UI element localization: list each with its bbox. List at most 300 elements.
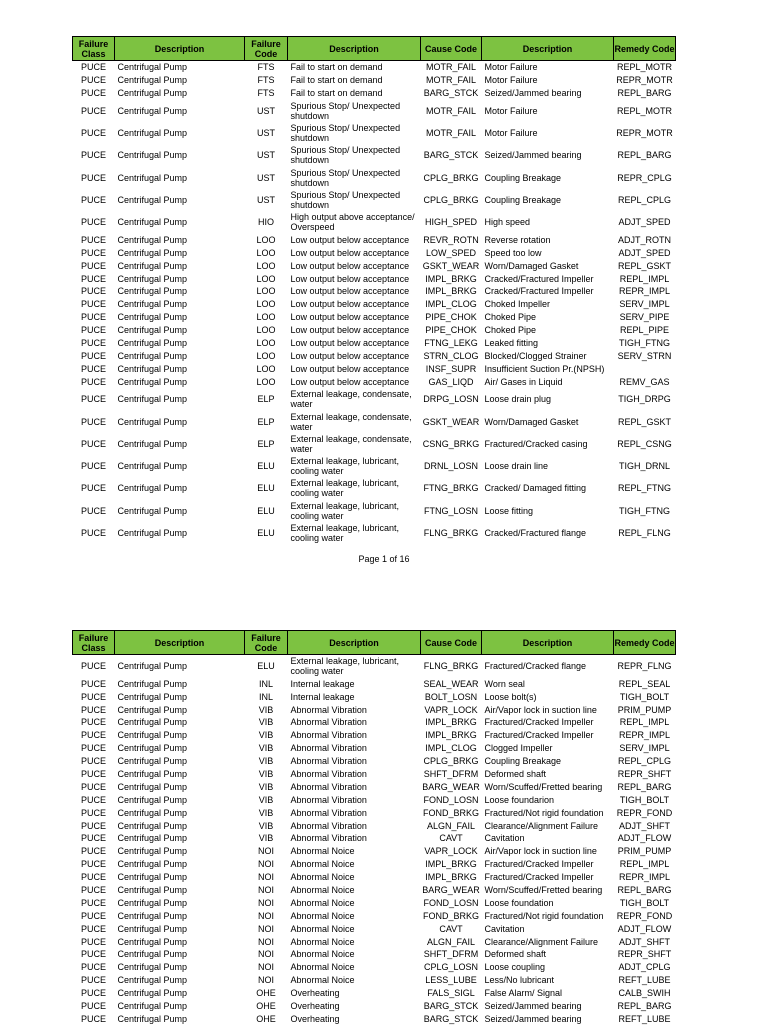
cause-description-cell: Fractured/Not rigid foundation bbox=[482, 909, 614, 922]
table-row bbox=[73, 211, 676, 233]
remedy-code-cell: ADJT_CPLG bbox=[614, 961, 676, 974]
remedy-code-cell: REPL_BARG bbox=[614, 884, 676, 897]
remedy-code-cell: REPR_IMPL bbox=[614, 285, 676, 298]
header-row bbox=[73, 631, 676, 655]
table-row bbox=[73, 845, 676, 858]
equipment-description-cell: Centrifugal Pump bbox=[115, 272, 245, 285]
failure-code-cell: LOO bbox=[245, 337, 288, 350]
equipment-description-cell: Centrifugal Pump bbox=[115, 455, 245, 477]
remedy-code-cell: REPL_CPLG bbox=[614, 189, 676, 211]
failure-code-cell: ELU bbox=[245, 477, 288, 499]
cause-description-cell: Clogged Impeller bbox=[482, 742, 614, 755]
remedy-code-cell: ADJT_FLOW bbox=[614, 832, 676, 845]
failure-class-cell: PUCE bbox=[73, 793, 115, 806]
failure-description-cell: Spurious Stop/ Unexpected shutdown bbox=[288, 189, 421, 211]
equipment-description-cell: Centrifugal Pump bbox=[115, 61, 245, 74]
cause-description-cell: Clearance/Alignment Failure bbox=[482, 819, 614, 832]
equipment-description-cell: Centrifugal Pump bbox=[115, 961, 245, 974]
failure-class-cell: PUCE bbox=[73, 961, 115, 974]
failure-code-cell: ELP bbox=[245, 410, 288, 432]
failure-description-cell: Spurious Stop/ Unexpected shutdown bbox=[288, 144, 421, 166]
failure-class-cell: PUCE bbox=[73, 655, 115, 678]
failure-class-cell: PUCE bbox=[73, 362, 115, 375]
failure-class-cell: PUCE bbox=[73, 832, 115, 845]
failure-description-cell: Fail to start on demand bbox=[288, 74, 421, 87]
failure-description-cell: Abnormal Noice bbox=[288, 948, 421, 961]
equipment-description-cell: Centrifugal Pump bbox=[115, 987, 245, 1000]
failure-description-cell: External leakage, condensate, water bbox=[288, 410, 421, 432]
equipment-description-cell: Centrifugal Pump bbox=[115, 189, 245, 211]
remedy-code-cell: REPR_IMPL bbox=[614, 871, 676, 884]
failure-class-cell: PUCE bbox=[73, 768, 115, 781]
remedy-code-cell: PRIM_PUMP bbox=[614, 845, 676, 858]
table-row bbox=[73, 259, 676, 272]
cause-code-cell: VAPR_LOCK bbox=[421, 703, 482, 716]
equipment-description-cell: Centrifugal Pump bbox=[115, 1012, 245, 1025]
failure-description-cell: Abnormal Noice bbox=[288, 896, 421, 909]
table-row bbox=[73, 987, 676, 1000]
failure-code-cell: NOI bbox=[245, 896, 288, 909]
cause-code-cell: IMPL_CLOG bbox=[421, 298, 482, 311]
equipment-description-cell: Centrifugal Pump bbox=[115, 948, 245, 961]
remedy-code-cell: REPL_GSKT bbox=[614, 410, 676, 432]
failure-class-cell: PUCE bbox=[73, 144, 115, 166]
cause-description-cell: Motor Failure bbox=[482, 74, 614, 87]
failure-description-cell: External leakage, lubricant, cooling water bbox=[288, 522, 421, 544]
cause-description-cell: Seized/Jammed bearing bbox=[482, 87, 614, 100]
remedy-code-cell bbox=[614, 362, 676, 375]
cause-code-cell: HIGH_SPED bbox=[421, 211, 482, 233]
failure-code-cell: FTS bbox=[245, 61, 288, 74]
equipment-description-cell: Centrifugal Pump bbox=[115, 742, 245, 755]
equipment-description-cell: Centrifugal Pump bbox=[115, 755, 245, 768]
equipment-description-cell: Centrifugal Pump bbox=[115, 211, 245, 233]
remedy-code-cell: ADJT_SHFT bbox=[614, 819, 676, 832]
failure-class-cell: PUCE bbox=[73, 742, 115, 755]
table-row bbox=[73, 742, 676, 755]
failure-class-cell: PUCE bbox=[73, 272, 115, 285]
header-description: Description bbox=[115, 37, 245, 61]
table-row bbox=[73, 74, 676, 87]
failure-class-cell: PUCE bbox=[73, 100, 115, 122]
remedy-code-cell: TIGH_DRPG bbox=[614, 388, 676, 410]
cause-description-cell: Motor Failure bbox=[482, 100, 614, 122]
failure-class-cell: PUCE bbox=[73, 167, 115, 189]
failure-description-cell: Low output below acceptance bbox=[288, 259, 421, 272]
table-row bbox=[73, 324, 676, 337]
table-row bbox=[73, 272, 676, 285]
equipment-description-cell: Centrifugal Pump bbox=[115, 362, 245, 375]
failure-code-cell: FTS bbox=[245, 74, 288, 87]
cause-code-cell: MOTR_FAIL bbox=[421, 61, 482, 74]
table-row bbox=[73, 896, 676, 909]
failure-class-cell: PUCE bbox=[73, 935, 115, 948]
failure-class-cell: PUCE bbox=[73, 337, 115, 350]
failure-class-cell: PUCE bbox=[73, 211, 115, 233]
cause-description-cell: Coupling Breakage bbox=[482, 755, 614, 768]
failure-code-cell: VIB bbox=[245, 780, 288, 793]
table-row bbox=[73, 677, 676, 690]
failure-class-cell: PUCE bbox=[73, 410, 115, 432]
failure-description-cell: Abnormal Noice bbox=[288, 858, 421, 871]
equipment-description-cell: Centrifugal Pump bbox=[115, 87, 245, 100]
failure-description-cell: Internal leakage bbox=[288, 677, 421, 690]
failure-class-cell: PUCE bbox=[73, 298, 115, 311]
failure-class-cell: PUCE bbox=[73, 780, 115, 793]
table-row bbox=[73, 298, 676, 311]
table-row bbox=[73, 87, 676, 100]
equipment-description-cell: Centrifugal Pump bbox=[115, 259, 245, 272]
failure-code-cell: VIB bbox=[245, 729, 288, 742]
table-row bbox=[73, 410, 676, 432]
table-row bbox=[73, 961, 676, 974]
cause-code-cell: MOTR_FAIL bbox=[421, 122, 482, 144]
table-row bbox=[73, 362, 676, 375]
remedy-code-cell: SERV_PIPE bbox=[614, 311, 676, 324]
failure-code-cell: LOO bbox=[245, 375, 288, 388]
failure-class-cell: PUCE bbox=[73, 677, 115, 690]
table-row bbox=[73, 806, 676, 819]
table-row bbox=[73, 337, 676, 350]
failure-description-cell: Low output below acceptance bbox=[288, 311, 421, 324]
equipment-description-cell: Centrifugal Pump bbox=[115, 716, 245, 729]
cause-code-cell: PIPE_CHOK bbox=[421, 311, 482, 324]
table-row bbox=[73, 884, 676, 897]
failure-code-table-page-2 bbox=[72, 630, 675, 1025]
cause-description-cell: Loose foundation bbox=[482, 896, 614, 909]
remedy-code-cell: REPR_SHFT bbox=[614, 948, 676, 961]
remedy-code-cell: ADJT_ROTN bbox=[614, 233, 676, 246]
cause-description-cell: Cavitation bbox=[482, 832, 614, 845]
remedy-code-cell: ADJT_SPED bbox=[614, 246, 676, 259]
cause-description-cell: Fractured/Cracked Impeller bbox=[482, 871, 614, 884]
remedy-code-cell: REPL_GSKT bbox=[614, 259, 676, 272]
cause-code-cell: CSNG_BRKG bbox=[421, 433, 482, 455]
failure-class-cell: PUCE bbox=[73, 922, 115, 935]
cause-description-cell: Coupling Breakage bbox=[482, 167, 614, 189]
failure-code-cell: INL bbox=[245, 690, 288, 703]
equipment-description-cell: Centrifugal Pump bbox=[115, 935, 245, 948]
failure-code-cell: OHE bbox=[245, 1012, 288, 1025]
failure-description-cell: Abnormal Noice bbox=[288, 884, 421, 897]
remedy-code-cell: REPR_IMPL bbox=[614, 729, 676, 742]
remedy-code-cell: REPR_FLNG bbox=[614, 655, 676, 678]
failure-class-cell: PUCE bbox=[73, 690, 115, 703]
cause-description-cell: Blocked/Clogged Strainer bbox=[482, 349, 614, 362]
cause-description-cell: Worn/Damaged Gasket bbox=[482, 259, 614, 272]
table-row bbox=[73, 522, 676, 544]
failure-code-cell: VIB bbox=[245, 755, 288, 768]
equipment-description-cell: Centrifugal Pump bbox=[115, 100, 245, 122]
table-row bbox=[73, 974, 676, 987]
cause-code-cell: BARG_STCK bbox=[421, 1012, 482, 1025]
failure-description-cell: Abnormal Noice bbox=[288, 871, 421, 884]
failure-class-cell: PUCE bbox=[73, 87, 115, 100]
failure-code-cell: NOI bbox=[245, 935, 288, 948]
failure-description-cell: Abnormal Vibration bbox=[288, 806, 421, 819]
cause-code-cell: IMPL_BRKG bbox=[421, 285, 482, 298]
remedy-code-cell: REPL_BARG bbox=[614, 1000, 676, 1013]
failure-description-cell: Spurious Stop/ Unexpected shutdown bbox=[288, 167, 421, 189]
failure-code-cell: OHE bbox=[245, 987, 288, 1000]
cause-code-cell: IMPL_BRKG bbox=[421, 858, 482, 871]
equipment-description-cell: Centrifugal Pump bbox=[115, 74, 245, 87]
table-row bbox=[73, 100, 676, 122]
failure-code-cell: NOI bbox=[245, 845, 288, 858]
cause-description-cell: Choked Impeller bbox=[482, 298, 614, 311]
failure-description-cell: External leakage, condensate, water bbox=[288, 433, 421, 455]
remedy-code-cell: REPL_BARG bbox=[614, 87, 676, 100]
header-failure-code: Failure Code bbox=[245, 37, 288, 61]
table-row bbox=[73, 233, 676, 246]
table-row bbox=[73, 122, 676, 144]
remedy-code-cell: TIGH_BOLT bbox=[614, 690, 676, 703]
failure-code-cell: LOO bbox=[245, 259, 288, 272]
header-description: Description bbox=[115, 631, 245, 655]
cause-description-cell: Cracked/Fractured flange bbox=[482, 522, 614, 544]
cause-code-cell: FOND_BRKG bbox=[421, 806, 482, 819]
equipment-description-cell: Centrifugal Pump bbox=[115, 729, 245, 742]
equipment-description-cell: Centrifugal Pump bbox=[115, 819, 245, 832]
failure-class-cell: PUCE bbox=[73, 858, 115, 871]
failure-code-cell: ELU bbox=[245, 500, 288, 522]
failure-code-cell: LOO bbox=[245, 324, 288, 337]
equipment-description-cell: Centrifugal Pump bbox=[115, 410, 245, 432]
table-row bbox=[73, 819, 676, 832]
cause-code-cell: FOND_BRKG bbox=[421, 909, 482, 922]
cause-description-cell: Fractured/Not rigid foundation bbox=[482, 806, 614, 819]
failure-class-cell: PUCE bbox=[73, 884, 115, 897]
failure-description-cell: Abnormal Vibration bbox=[288, 729, 421, 742]
cause-code-cell: IMPL_BRKG bbox=[421, 716, 482, 729]
failure-description-cell: External leakage, condensate, water bbox=[288, 388, 421, 410]
remedy-code-cell: REPL_IMPL bbox=[614, 716, 676, 729]
failure-code-cell: UST bbox=[245, 100, 288, 122]
table-row bbox=[73, 61, 676, 74]
failure-class-cell: PUCE bbox=[73, 61, 115, 74]
table-row bbox=[73, 832, 676, 845]
cause-code-cell: BARG_WEAR bbox=[421, 780, 482, 793]
cause-description-cell: Worn/Scuffed/Fretted bearing bbox=[482, 884, 614, 897]
equipment-description-cell: Centrifugal Pump bbox=[115, 655, 245, 678]
equipment-description-cell: Centrifugal Pump bbox=[115, 337, 245, 350]
failure-class-cell: PUCE bbox=[73, 1012, 115, 1025]
table-row bbox=[73, 500, 676, 522]
cause-description-cell: False Alarm/ Signal bbox=[482, 987, 614, 1000]
cause-description-cell: Loose bolt(s) bbox=[482, 690, 614, 703]
failure-description-cell: Abnormal Vibration bbox=[288, 755, 421, 768]
cause-code-cell: SHFT_DFRM bbox=[421, 948, 482, 961]
table-row bbox=[73, 909, 676, 922]
cause-code-cell: MOTR_FAIL bbox=[421, 100, 482, 122]
failure-description-cell: Overheating bbox=[288, 987, 421, 1000]
failure-description-cell: Fail to start on demand bbox=[288, 87, 421, 100]
table-row bbox=[73, 433, 676, 455]
failure-code-cell: UST bbox=[245, 189, 288, 211]
remedy-code-cell: REPL_CSNG bbox=[614, 433, 676, 455]
table-row bbox=[73, 1000, 676, 1013]
failure-description-cell: Abnormal Vibration bbox=[288, 780, 421, 793]
failure-description-cell: Abnormal Noice bbox=[288, 961, 421, 974]
cause-description-cell: Cracked/ Damaged fitting bbox=[482, 477, 614, 499]
failure-description-cell: Low output below acceptance bbox=[288, 349, 421, 362]
failure-code-table bbox=[72, 36, 676, 544]
equipment-description-cell: Centrifugal Pump bbox=[115, 122, 245, 144]
cause-description-cell: High speed bbox=[482, 211, 614, 233]
cause-description-cell: Coupling Breakage bbox=[482, 189, 614, 211]
cause-description-cell: Fractured/Cracked flange bbox=[482, 655, 614, 678]
remedy-code-cell: REPL_IMPL bbox=[614, 858, 676, 871]
failure-description-cell: External leakage, lubricant, cooling water bbox=[288, 455, 421, 477]
cause-code-cell: MOTR_FAIL bbox=[421, 74, 482, 87]
failure-code-cell: LOO bbox=[245, 362, 288, 375]
failure-description-cell: Abnormal Vibration bbox=[288, 703, 421, 716]
cause-code-cell: IMPL_CLOG bbox=[421, 742, 482, 755]
table-row bbox=[73, 388, 676, 410]
table-row bbox=[73, 285, 676, 298]
cause-description-cell: Air/Vapor lock in suction line bbox=[482, 845, 614, 858]
cause-code-cell: GSKT_WEAR bbox=[421, 259, 482, 272]
cause-description-cell: Loose fitting bbox=[482, 500, 614, 522]
header-failure-class: Failure Class bbox=[73, 631, 115, 655]
failure-code-cell: ELP bbox=[245, 388, 288, 410]
table-row bbox=[73, 144, 676, 166]
failure-class-cell: PUCE bbox=[73, 500, 115, 522]
cause-code-cell: FTNG_LEKG bbox=[421, 337, 482, 350]
table-row bbox=[73, 246, 676, 259]
header-failure-description: Description bbox=[288, 37, 421, 61]
cause-code-cell: CPLG_LOSN bbox=[421, 961, 482, 974]
cause-code-cell: IMPL_BRKG bbox=[421, 729, 482, 742]
cause-code-cell: GSKT_WEAR bbox=[421, 410, 482, 432]
failure-code-cell: INL bbox=[245, 677, 288, 690]
cause-code-cell: ALGN_FAIL bbox=[421, 935, 482, 948]
failure-code-cell: HIO bbox=[245, 211, 288, 233]
table-row bbox=[73, 716, 676, 729]
cause-description-cell: Cracked/Fractured Impeller bbox=[482, 285, 614, 298]
cause-code-cell: DRPG_LOSN bbox=[421, 388, 482, 410]
cause-code-cell: SEAL_WEAR bbox=[421, 677, 482, 690]
failure-description-cell: Low output below acceptance bbox=[288, 246, 421, 259]
remedy-code-cell: SERV_IMPL bbox=[614, 298, 676, 311]
failure-code-cell: VIB bbox=[245, 793, 288, 806]
cause-code-cell: CAVT bbox=[421, 832, 482, 845]
cause-description-cell: Reverse rotation bbox=[482, 233, 614, 246]
failure-description-cell: Low output below acceptance bbox=[288, 298, 421, 311]
remedy-code-cell: REPR_CPLG bbox=[614, 167, 676, 189]
failure-code-cell: VIB bbox=[245, 819, 288, 832]
cause-description-cell: Less/No lubricant bbox=[482, 974, 614, 987]
cause-description-cell: Deformed shaft bbox=[482, 768, 614, 781]
failure-code-cell: VIB bbox=[245, 742, 288, 755]
table-row bbox=[73, 729, 676, 742]
remedy-code-cell: PRIM_PUMP bbox=[614, 703, 676, 716]
remedy-code-cell: CALB_SWIH bbox=[614, 987, 676, 1000]
cause-code-cell: CPLG_BRKG bbox=[421, 167, 482, 189]
equipment-description-cell: Centrifugal Pump bbox=[115, 845, 245, 858]
remedy-code-cell: TIGH_FTNG bbox=[614, 337, 676, 350]
failure-class-cell: PUCE bbox=[73, 896, 115, 909]
equipment-description-cell: Centrifugal Pump bbox=[115, 703, 245, 716]
header-failure-class: Failure Class bbox=[73, 37, 115, 61]
equipment-description-cell: Centrifugal Pump bbox=[115, 375, 245, 388]
failure-description-cell: Fail to start on demand bbox=[288, 61, 421, 74]
table-row bbox=[73, 311, 676, 324]
failure-class-cell: PUCE bbox=[73, 375, 115, 388]
failure-class-cell: PUCE bbox=[73, 259, 115, 272]
remedy-code-cell: REPL_MOTR bbox=[614, 100, 676, 122]
table-row bbox=[73, 455, 676, 477]
failure-description-cell: Low output below acceptance bbox=[288, 272, 421, 285]
equipment-description-cell: Centrifugal Pump bbox=[115, 433, 245, 455]
cause-code-cell: BARG_WEAR bbox=[421, 884, 482, 897]
equipment-description-cell: Centrifugal Pump bbox=[115, 1000, 245, 1013]
table-body bbox=[73, 655, 676, 1025]
remedy-code-cell: REPL_SEAL bbox=[614, 677, 676, 690]
failure-code-cell: NOI bbox=[245, 858, 288, 871]
failure-class-cell: PUCE bbox=[73, 311, 115, 324]
equipment-description-cell: Centrifugal Pump bbox=[115, 500, 245, 522]
failure-description-cell: Low output below acceptance bbox=[288, 337, 421, 350]
equipment-description-cell: Centrifugal Pump bbox=[115, 677, 245, 690]
failure-description-cell: Abnormal Noice bbox=[288, 922, 421, 935]
cause-description-cell: Loose drain line bbox=[482, 455, 614, 477]
remedy-code-cell: REPR_FOND bbox=[614, 806, 676, 819]
failure-class-cell: PUCE bbox=[73, 388, 115, 410]
failure-description-cell: Abnormal Vibration bbox=[288, 716, 421, 729]
header-cause-code: Cause Code bbox=[421, 37, 482, 61]
table-row bbox=[73, 349, 676, 362]
failure-code-cell: LOO bbox=[245, 349, 288, 362]
equipment-description-cell: Centrifugal Pump bbox=[115, 896, 245, 909]
failure-description-cell: Low output below acceptance bbox=[288, 324, 421, 337]
equipment-description-cell: Centrifugal Pump bbox=[115, 144, 245, 166]
failure-class-cell: PUCE bbox=[73, 433, 115, 455]
remedy-code-cell: ADJT_FLOW bbox=[614, 922, 676, 935]
table-row bbox=[73, 690, 676, 703]
failure-code-cell: NOI bbox=[245, 884, 288, 897]
cause-description-cell: Choked Pipe bbox=[482, 324, 614, 337]
cause-description-cell: Fractured/Cracked casing bbox=[482, 433, 614, 455]
failure-class-cell: PUCE bbox=[73, 285, 115, 298]
header-remedy-code: Remedy Code bbox=[614, 37, 676, 61]
failure-class-cell: PUCE bbox=[73, 189, 115, 211]
remedy-code-cell: TIGH_BOLT bbox=[614, 793, 676, 806]
cause-code-cell: FLNG_BRKG bbox=[421, 655, 482, 678]
failure-class-cell: PUCE bbox=[73, 455, 115, 477]
cause-description-cell: Seized/Jammed bearing bbox=[482, 144, 614, 166]
failure-code-cell: NOI bbox=[245, 909, 288, 922]
remedy-code-cell: REPL_FTNG bbox=[614, 477, 676, 499]
failure-code-cell: ELU bbox=[245, 522, 288, 544]
cause-code-cell: FOND_LOSN bbox=[421, 896, 482, 909]
failure-class-cell: PUCE bbox=[73, 974, 115, 987]
failure-code-cell: LOO bbox=[245, 246, 288, 259]
cause-code-cell: SHFT_DFRM bbox=[421, 768, 482, 781]
remedy-code-cell: REPL_IMPL bbox=[614, 272, 676, 285]
equipment-description-cell: Centrifugal Pump bbox=[115, 806, 245, 819]
header-cause-code: Cause Code bbox=[421, 631, 482, 655]
cause-description-cell: Cracked/Fractured Impeller bbox=[482, 272, 614, 285]
failure-code-cell: FTS bbox=[245, 87, 288, 100]
failure-description-cell: Low output below acceptance bbox=[288, 362, 421, 375]
failure-code-table-page-1 bbox=[72, 36, 675, 544]
header-cause-description: Description bbox=[482, 37, 614, 61]
cause-code-cell: LOW_SPED bbox=[421, 246, 482, 259]
remedy-code-cell: SERV_STRN bbox=[614, 349, 676, 362]
cause-description-cell: Speed too low bbox=[482, 246, 614, 259]
failure-description-cell: Overheating bbox=[288, 1012, 421, 1025]
